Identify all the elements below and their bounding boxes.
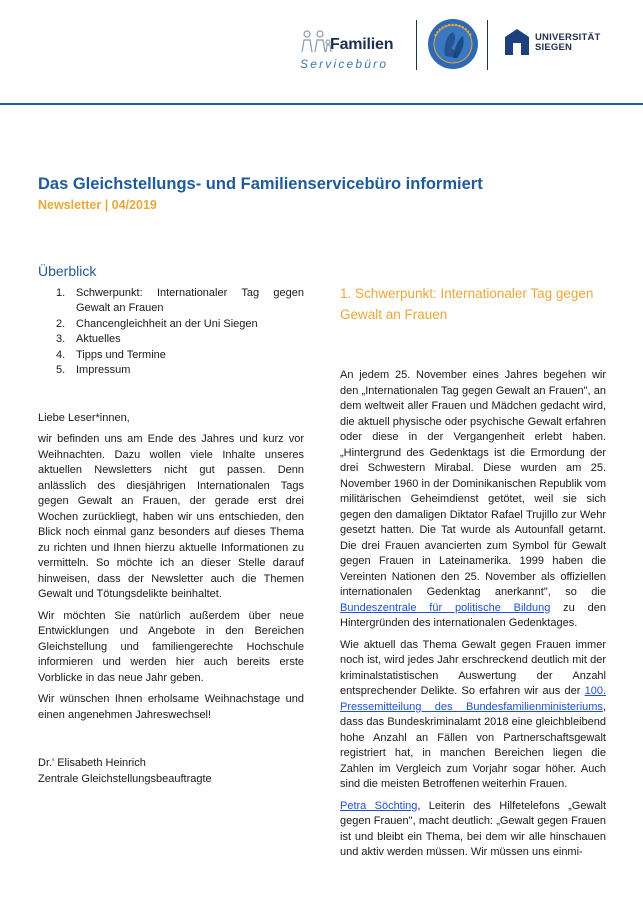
section1-paragraph <box>340 799 606 861</box>
family-people-icon <box>300 30 332 54</box>
overview-item-text: Impressum <box>76 364 131 376</box>
paragraph-text: , dass das Bundeskriminalamt 2018 eine gleichbleibend hohe Anzahl an Fällen von Partnerschaftsgewalt registriert hat, in manchen Bereichen liegen die Zahlen im Vergleich zum Vorjahr sogar höher. Auch sind die meisten Betroffenen weiterhin Frauen. <box>340 700 606 790</box>
overview-item <box>38 317 304 333</box>
header-rule <box>0 103 643 105</box>
overview-heading: Überblick <box>38 263 97 279</box>
overview-item <box>38 348 304 364</box>
header-divider <box>416 20 417 70</box>
bpb-link[interactable]: Bundeszentrale für politische Bildung <box>340 601 551 614</box>
section1-paragraph <box>340 368 606 632</box>
paragraph-text: An jedem 25. November eines Jahres begehen wir den „Internationalen Tag gegen Gewalt an Frauen", an dem weltweit aller Frauen und Mädchen gedacht wird, die aktuell physische oder psychische Gewalt erfahren oder diese in der Vergangenheit erlebt haben. „Hintergrund des Gedenktags ist die Ermordung der drei Schwestern Mirabal. Diese wurden am 25. November 1960 in der Dominikanischen Republik vom militärischen Geheimdienst getötet, weil sie sich gegen den damaligen Diktator Rafael Trujillo zur Wehr gesetzt hatten. Die Tat wurde als Autounfall getarnt. Die drei Frauen avancierten zum Symbol für Gewalt gegen Frauen in Lateinamerika. 1999 haben die Vereinten Nationen den 25. November als offiziellen internationalen Gedenktag anerkannt", so die <box>340 369 606 598</box>
newsletter-issue: Newsletter | 04/2019 <box>38 198 157 212</box>
letter-greeting: Liebe Leser*innen, <box>38 411 130 424</box>
letter-paragraph: Wir wünschen Ihnen erholsame Weihnachstage und einen angenehmen Jahreswechsel! <box>38 693 304 721</box>
left-column <box>38 264 304 787</box>
letter-paragraph: wir befinden uns am Ende des Jahres und kurz vor Weihnachten. Dazu wollen viele Inhalte unseres aktuellen Newsletters nicht gut passen. Denn anlässlich des diesjährigen Internationalen Tags gegen Gewalt an Frauen, der gerade erst drei Wochen zurückliegt, haben wir uns entschieden, den Blick noch einmal ganz besonders auf dieses Thema zu richten und Ihnen hierzu aktuelle Informationen zu vermitteln. So möchte ich an dieser Stelle darauf hinweisen, dass der Newsletter auch die Themen Gewalt und Tötungsdelikte beinhaltet. <box>38 433 304 600</box>
university-building-icon <box>503 27 531 57</box>
overview-item <box>38 286 304 317</box>
overview-item-text: Chancengleichheit an der Uni Siegen <box>76 317 258 330</box>
overview-item <box>38 363 304 379</box>
overview-item <box>38 332 304 348</box>
overview-list <box>38 286 304 379</box>
gleichstellung-seal-logo <box>427 18 479 70</box>
section1-paragraph <box>340 638 606 793</box>
paragraph-text: , Leiterin des Hilfetelefons „Gewalt gegen Frauen", macht deutlich: „Gewalt gegen Frauen ist und bleibt ein Thema, bei dem wir alle hinschauen und aktiv werden müssen. Wir müssen uns einmi- <box>340 799 606 858</box>
overview-item-number: 5. <box>56 364 66 376</box>
familien-servicebuero-logo <box>298 26 408 70</box>
section1-heading: 1. Schwerpunkt: Internationaler Tag gegen Gewalt an Frauen <box>340 286 594 322</box>
overview-item-text: Aktuelles <box>76 333 121 345</box>
familien-logo-word: Familien <box>330 36 394 53</box>
overview-item-text: Tipps und Termine <box>76 348 166 361</box>
letter-paragraph: Wir möchten Sie natürlich außerdem über neue Entwicklungen und Angebote in den Bereichen Gleichstellung und familiengerechte Hochschule informieren und werden hier auch bereits erste Vorblicke in das neue Jahr geben. <box>38 609 304 684</box>
university-line2: SIEGEN <box>535 42 573 53</box>
petra-soechting-link[interactable]: Petra Söchting <box>340 799 418 812</box>
university-line1: UNIVERSITÄT <box>535 32 601 43</box>
paragraph-text: Wie aktuell das Thema Gewalt gegen Frauen immer noch ist, wird jedes Jahr erschreckend deutlich mit der kriminalstatistischen Auswertung der Anzahl entsprechender Delikte. So erfahren wir aus der <box>340 638 606 697</box>
overview-item-number: 2. <box>56 317 66 330</box>
press-release-link[interactable]: 100. Pressemitteilung des Bundesfamilienministeriums <box>340 685 606 713</box>
page-title: Das Gleichstellungs- und Familienservicebüro informiert <box>38 175 483 193</box>
signature-role: Zentrale Gleichstellungsbeauftragte <box>38 773 212 785</box>
paragraph-text: zu den Hintergründen des internationalen Gedenktages. <box>340 601 606 629</box>
letter-signature <box>38 755 304 787</box>
signature-name: Dr.' Elisabeth Heinrich <box>38 757 146 769</box>
header-divider <box>487 20 488 70</box>
overview-item-number: 3. <box>56 333 66 345</box>
overview-item-number: 4. <box>56 348 66 361</box>
servicebuero-logo-word: Servicebüro <box>300 57 389 71</box>
overview-item-text: Schwerpunkt: Internationaler Tag gegen Gewalt an Frauen <box>76 286 304 314</box>
page-header <box>0 0 643 104</box>
universitaet-siegen-logo <box>503 27 613 61</box>
overview-item-number: 1. <box>56 286 66 299</box>
right-column <box>340 283 606 867</box>
